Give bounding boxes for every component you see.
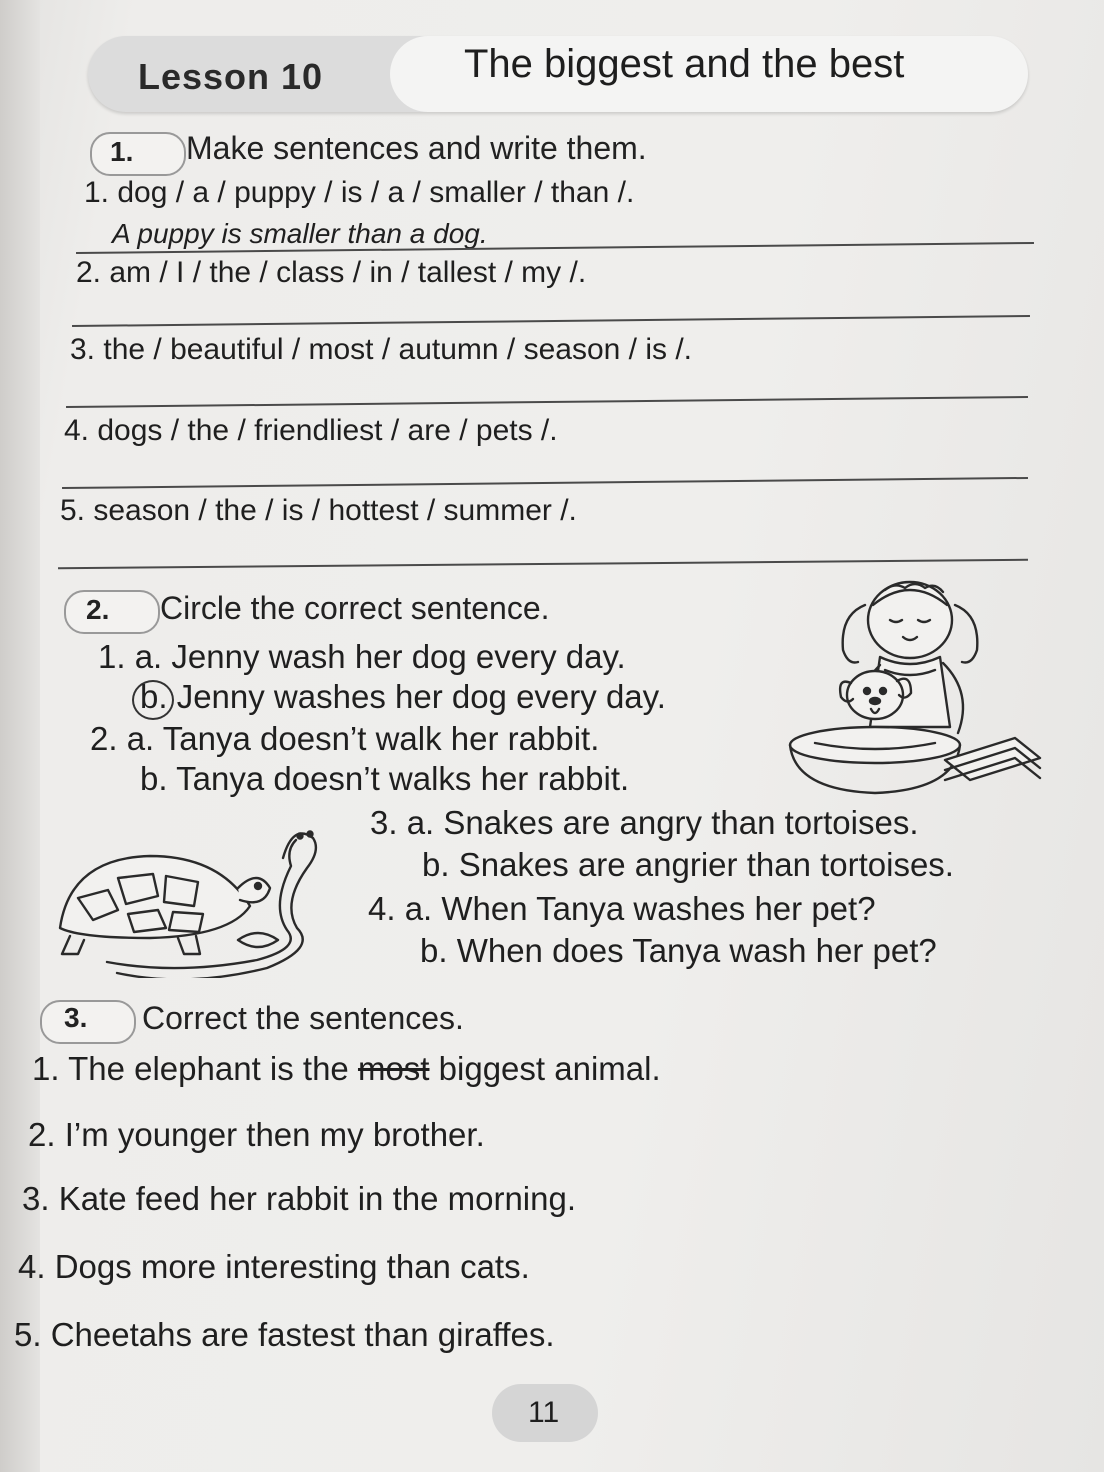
task3-item-5[interactable]: 5. Cheetahs are fastest than giraffes. xyxy=(14,1316,555,1353)
answer-line-5[interactable] xyxy=(58,559,1028,569)
task2-number: 2. xyxy=(86,594,110,625)
task2-item-4-b-prefix: b. xyxy=(420,932,448,969)
task2-item-2-a-prefix: 2. a. xyxy=(90,720,155,757)
task2-number-tab xyxy=(64,590,160,634)
task2-item-1-b-prefix: b. xyxy=(140,678,168,715)
task2-item-2-b-prefix: b. xyxy=(140,760,168,797)
task3-instruction: Correct the sentences. xyxy=(142,1000,464,1036)
task2-item-1-b-text: Jenny washes her dog every day. xyxy=(176,678,666,715)
task1-item-1-answer: A puppy is smaller than a dog. xyxy=(112,218,488,249)
task3-item-1-prefix: 1. The elephant is the xyxy=(32,1050,358,1087)
task2-item-1-a-prefix: 1. a. xyxy=(98,638,163,675)
crossed-out-word: most xyxy=(357,1050,430,1087)
task1-number-tab xyxy=(90,132,186,176)
tortoise-and-snake-illustration xyxy=(48,818,348,978)
task2-item-3-a[interactable] xyxy=(370,804,919,842)
task2-item-3-a-text: Snakes are angry than tortoises. xyxy=(443,804,919,841)
task3-number-tab xyxy=(40,1000,136,1044)
task1-instruction: Make sentences and write them. xyxy=(186,130,647,166)
answer-line-4[interactable] xyxy=(62,477,1028,489)
task2-item-4-a-text: When Tanya washes her pet? xyxy=(441,890,876,927)
task2-item-2-b-text: Tanya doesn’t walks her rabbit. xyxy=(176,760,630,797)
task2-item-4-b-text: When does Tanya wash her pet? xyxy=(456,932,937,969)
task1-item-3-prompt: 3. the / beautiful / most / autumn / season / is /. xyxy=(70,333,692,366)
task1-item-4-prompt: 4. dogs / the / friendliest / are / pets /. xyxy=(64,414,558,447)
lesson-label: Lesson 10 xyxy=(138,56,324,97)
answer-line-2[interactable] xyxy=(72,315,1030,327)
girl-washing-dog-illustration xyxy=(785,575,1045,805)
task1-number: 1. xyxy=(110,136,134,167)
answer-line-3[interactable] xyxy=(66,396,1028,408)
task3-item-4[interactable]: 4. Dogs more interesting than cats. xyxy=(18,1248,530,1285)
task2-item-3-b[interactable] xyxy=(422,846,954,884)
task2-item-4-b[interactable] xyxy=(420,932,937,970)
task2-item-1-a-text: Jenny wash her dog every day. xyxy=(171,638,626,675)
task2-item-3-b-text: Snakes are angrier than tortoises. xyxy=(458,846,954,883)
page-number: 11 xyxy=(528,1396,560,1429)
task2-item-1-a[interactable] xyxy=(98,638,626,676)
task2-instruction: Circle the correct sentence. xyxy=(160,590,550,626)
task2-item-2-b[interactable] xyxy=(140,760,629,798)
task3-item-2[interactable]: 2. I’m younger then my brother. xyxy=(28,1116,485,1153)
task3-item-1-suffix: biggest animal. xyxy=(429,1050,661,1087)
task2-item-3-a-prefix: 3. a. xyxy=(370,804,435,841)
task2-item-4-a[interactable] xyxy=(368,890,876,928)
task3-item-3[interactable]: 3. Kate feed her rabbit in the morning. xyxy=(22,1180,577,1217)
task1-item-5-prompt: 5. season / the / is / hottest / summer /. xyxy=(60,494,577,527)
task1-item-2-prompt: 2. am / I / the / class / in / tallest / my /. xyxy=(76,256,587,289)
task3-number: 3. xyxy=(64,1002,88,1033)
task2-item-4-a-prefix: 4. a. xyxy=(368,890,433,927)
task2-item-3-b-prefix: b. xyxy=(422,846,450,883)
task2-item-2-a[interactable] xyxy=(90,720,599,758)
task3-item-1[interactable] xyxy=(32,1050,661,1088)
lesson-title: The biggest and the best xyxy=(464,42,905,86)
task1-item-1-prompt: 1. dog / a / puppy / is / a / smaller / than /. xyxy=(84,176,635,209)
task2-item-1-b[interactable] xyxy=(140,678,666,716)
task2-item-2-a-text: Tanya doesn’t walk her rabbit. xyxy=(162,720,600,757)
